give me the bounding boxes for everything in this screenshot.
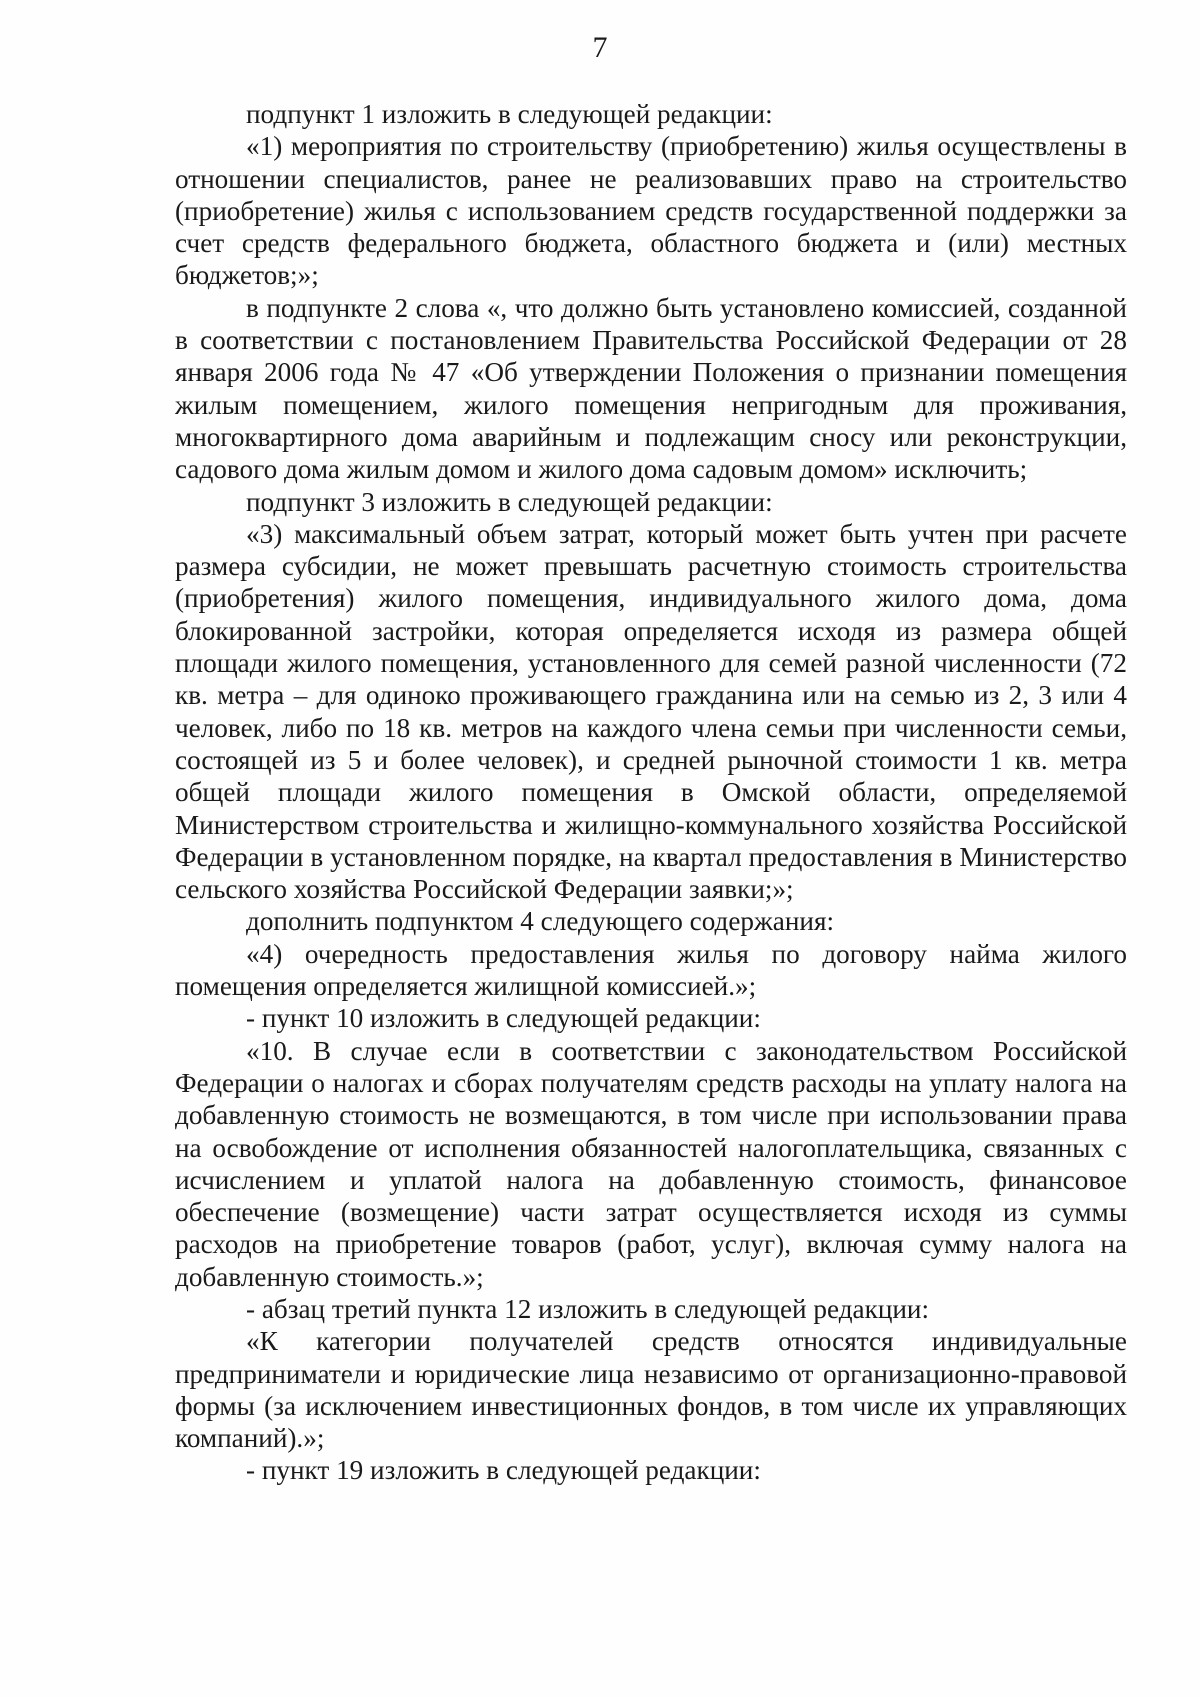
paragraph: «4) очередность предоставления жилья по договору найма жилого помещения определяется жилищной комиссией.»; [175, 938, 1127, 1002]
paragraph: подпункт 1 изложить в следующей редакции: [246, 99, 773, 129]
paragraph: «К категории получателей средств относятся индивидуальные предприниматели и юридические лица независимо от организационно-правовой формы (за исключением инвестиционных фондов, в том числе их управляющих компаний).»; [175, 1326, 1127, 1454]
paragraph: - пункт 10 изложить в следующей редакции: [246, 1003, 761, 1034]
document-body [175, 98, 1127, 1487]
paragraph: «10. В случае если в соответствии с законодательством Российской Федерации о налогах и сборах получателям средств расходы на уплату налога на добавленную стоимость не возмещаются, в том числе при использовании права на освобождение от исполнения обязанностей налогоплательщика, связанных с исчислением и уплатой налога на добавленную стоимость, финансовое обеспечение (возмещение) части затрат осуществляется исходя из суммы расходов на приобретение товаров (работ, услуг), включая сумму налога на добавленную стоимость.»; [175, 1035, 1127, 1292]
paragraph: подпункт 3 изложить в следующей редакции: [246, 486, 773, 517]
paragraph: дополнить подпунктом 4 следующего содержания: [246, 906, 835, 937]
paragraph: в подпункте 2 слова «, что должно быть установлено комиссией, созданной в соответствии с постановлением Правительства Российской Федерации от 28 января 2006 года № 47 «Об утверждении Положения о признании помещения жилым помещением, жилого помещения непригодным для проживания, многоквартирного дома аварийным и подлежащим сносу или реконструкции, садового дома жилым домом и жилого дома садовым домом» исключить; [175, 292, 1127, 485]
paragraph: - пункт 19 изложить в следующей редакции: [246, 1455, 761, 1486]
paragraph: - абзац третий пункта 12 изложить в следующей редакции: [246, 1293, 930, 1324]
page-number: 7 [592, 31, 608, 64]
paragraph: «3) максимальный объем затрат, который может быть учтен при расчете размера субсидии, не может превышать расчетную стоимость строительства (приобретения) жилого помещения, индивидуального жилого дома, дома блокированной застройки, которая определяется исходя из размера общей площади жилого помещения, установленного для семей разной численности (72 кв. метра – для одиноко проживающего гражданина или на семью из 2, 3 или 4 человек, либо по 18 кв. метров на каждого члена семьи при численности семьи, состоящей из 5 и более человек), и средней рыночной стоимости 1 кв. метра общей площади жилого помещения в Омской области, определяемой Министерством строительства и жилищно-коммунального хозяйства Российской Федерации в установленном порядке, на квартал предоставления в Министерство сельского хозяйства Российской Федерации заявки;»; [175, 518, 1127, 905]
paragraph: «1) мероприятия по строительству (приобретению) жилья осуществлены в отношении специалистов, ранее не реализовавших право на строительство (приобретение) жилья с использованием средств государственной поддержки за счет средств федерального бюджета, областного бюджета и (или) местных бюджетов;»; [175, 131, 1127, 291]
